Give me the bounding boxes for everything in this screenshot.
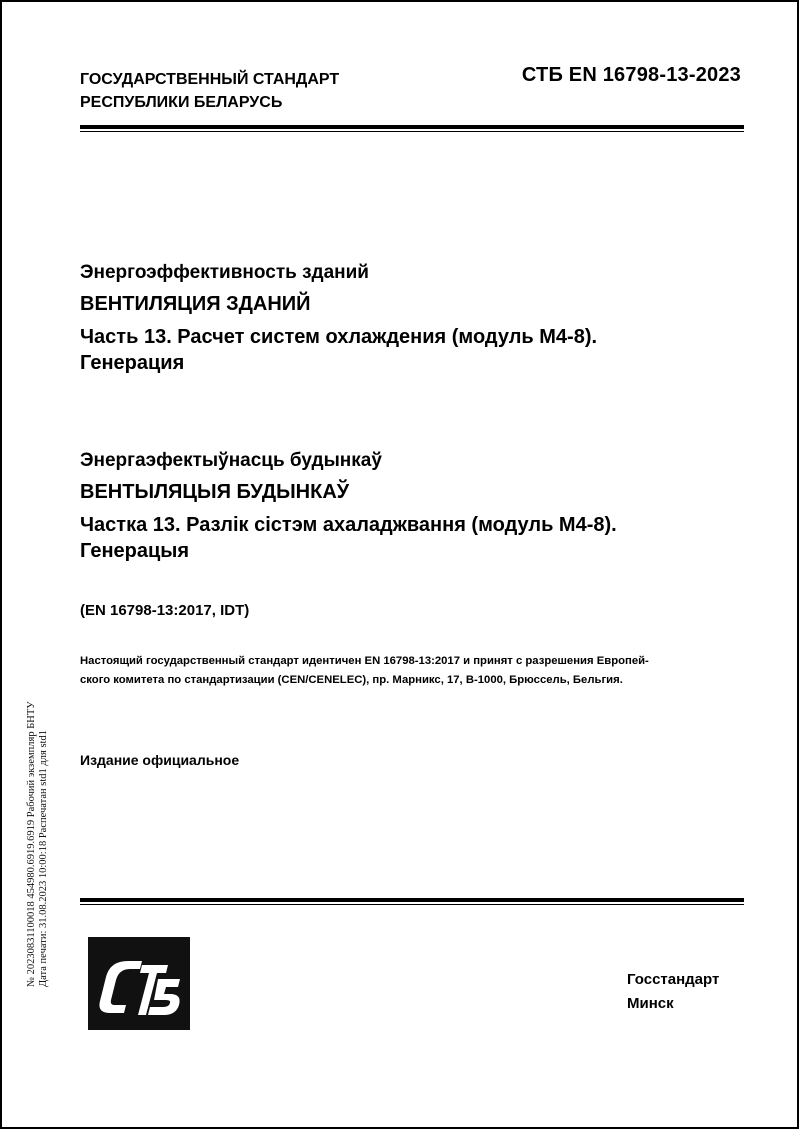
title-ru-main: Энергоэффективность зданий: [80, 262, 369, 283]
identity-note-line1: Настоящий государственный стандарт идентичен EN 16798-13:2017 и принят с разрешения Европей-: [80, 655, 649, 667]
title-be-subject: ВЕНТЫЛЯЦЫЯ БУДЫНКАЎ: [80, 481, 350, 503]
publisher-name: Госстандарт: [627, 971, 720, 988]
stb-logo: [88, 937, 190, 1030]
header-organization: [80, 68, 339, 114]
header-divider-thin: [80, 131, 744, 132]
publisher: [627, 968, 719, 1016]
title-ru-part-line2: Генерация: [80, 352, 185, 374]
footer-divider: [80, 898, 744, 902]
title-be-main: Энергаэфектыўнасць будынкаў: [80, 450, 382, 471]
header-org-line2: РЕСПУБЛИКИ БЕЛАРУСЬ: [80, 94, 283, 111]
title-be-part-line2: Генерацыя: [80, 540, 190, 562]
identity-note: [80, 652, 748, 690]
footer-divider-thin: [80, 904, 744, 905]
title-belarusian: [80, 449, 760, 564]
reference-standard: (EN 16798-13:2017, IDT): [80, 602, 250, 619]
publisher-city: Минск: [627, 995, 674, 1012]
title-be-part-line1: Частка 13. Разлік сістэм ахаладжвання (модуль М4-8).: [80, 514, 617, 536]
print-stamp-line1: № 20230831100018 454980.6919.6919 Рабочий экземпляр БНТУ: [26, 701, 37, 987]
print-stamp-line2: Дата печати: 31.08.2023 10:00:18 Распечатан std1 для std1: [38, 730, 49, 987]
title-ru-subject: ВЕНТИЛЯЦИЯ ЗДАНИЙ: [80, 293, 311, 315]
identity-note-line2: ского комитета по стандартизации (CEN/CENELEC), пр. Марникс, 17, B-1000, Брюссель, Бельгия.: [80, 674, 623, 686]
header-org-line1: ГОСУДАРСТВЕННЫЙ СТАНДАРТ: [80, 71, 340, 88]
edition-label: Издание официальное: [80, 752, 240, 768]
standard-code: СТБ EN 16798-13-2023: [521, 64, 741, 86]
print-stamp: [26, 701, 50, 987]
title-russian: [80, 261, 760, 376]
header-divider: [80, 125, 744, 129]
title-ru-part-line1: Часть 13. Расчет систем охлаждения (модуль М4-8).: [80, 326, 598, 348]
